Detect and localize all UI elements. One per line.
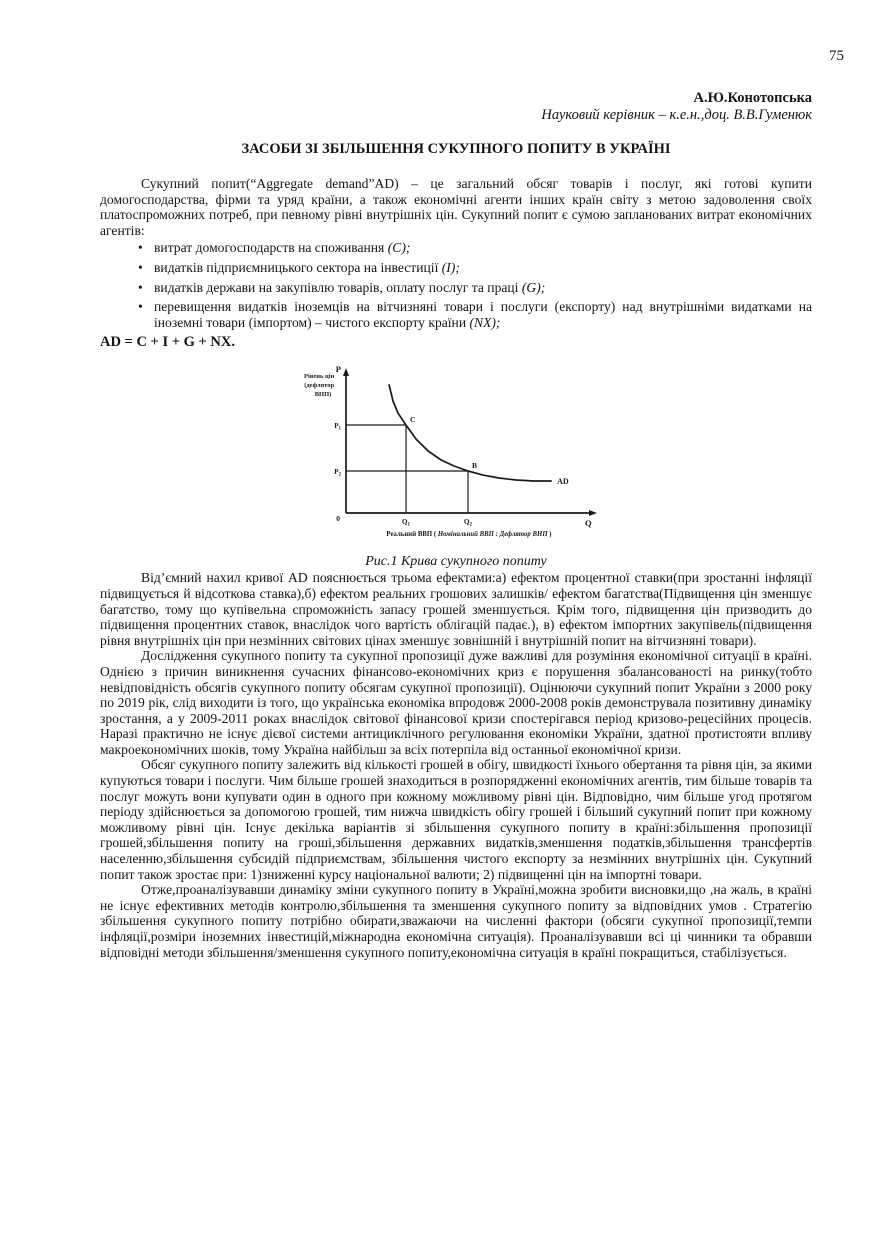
supervisor-line: Науковий керівник – к.е.н.,доц. В.В.Гуменюк	[541, 107, 812, 123]
bullet-icon: •	[138, 259, 143, 275]
figure-ad-curve	[100, 363, 812, 570]
list-item-text: видатків держави на закупівлю товарів, оплату послуг та праці	[154, 279, 522, 295]
list-item	[100, 240, 812, 256]
y-axis-title: Рівень цін (дефлятор ВНП)	[304, 373, 335, 399]
list-item	[100, 260, 812, 276]
point-label: B	[472, 461, 478, 471]
bullet-icon: •	[138, 279, 143, 295]
list-item-text: витрат домогосподарств на споживання	[154, 240, 388, 256]
paragraph-intro: Сукупний попит(“Aggregate demand”AD) – це загальний обсяг товарів і послуг, які готові купити домогосподарства, фірми та уряд країни, а також економічні агенти інших країн світу з метою задоволення своїх платоспроможних потреб, при певному рівні внутрішніх цін. Сукупний попит є сумою запланованих витрат економічних агентів:	[100, 176, 812, 238]
list-item-variable: (I);	[441, 259, 460, 275]
x-axis-arrow-icon	[589, 510, 597, 516]
ad-demand-curve	[389, 385, 551, 481]
list-item-variable: (C);	[387, 240, 411, 256]
point-label: C	[410, 415, 416, 425]
x-tick-label: $Q_1$	[402, 518, 411, 528]
paragraph-volume: Обсяг сукупного попиту залежить від кількості грошей в обігу, швидкості їхнього обертання та рівня цін, за якими купуються товари і послуги. Чим більше грошей знаходиться в розпорядженні економічних агентів, тим більше товарів та послуг можуть вони купувати один в одного при кожному можливому рівні цін. Відповідно, чим більше угод протягом періоду здійснюється за допомогою грошей, тим нижча швидкість обігу грошей і більший сукупний попит при кожному можливому рівні цін. Існує декілька варіантів зі збільшення сукупного попиту в країні:збільшення пропозиції грошей,збільшення попиту на гроші,збільшення державних видатків,зменшення податків,збільшення трансфертів населенню,збільшення субсидій підприємствам, збільшення чистого експорту за незмінних внутрішніх цін. Сукупний попит також зростає при: 1)зниженні курсу національної валюти; 2) підвищенні цін на імпортні товари.	[100, 757, 812, 882]
y-axis-arrow-icon	[343, 368, 349, 376]
ad-curve-chart	[301, 363, 611, 545]
expenditure-list	[100, 240, 812, 330]
paragraph-conclusion: Отже,проаналізувавши динаміку зміни сукупного попиту в Україні,можна зробити висновки,що ,на жаль, в країні не існує ефективних методів контролю,збільшення та зменшення сукупного попиту за відповідних умов . Стратегію збільшення сукупного попиту потрібно обирати,зважаючи на численні фактори (обсяги сукупної пропозиції,темпи інфляції,розміри іноземних інвестицій,міжнародна економічна ситуація). Проаналізувавши всі ці чинники та обравши відповідні методи збільшення/зменшення сукупного попиту,економічна ситуація в країні покращиться, стабілізується.	[100, 882, 812, 960]
paper-title: ЗАСОБИ ЗІ ЗБІЛЬШЕННЯ СУКУПНОГО ПОПИТУ В УКРАЇНІ	[241, 141, 671, 157]
list-item	[100, 280, 812, 296]
paragraph-effects: Від’ємний нахил кривої AD пояснюється трьома ефектами:а) ефектом процентної ставки(при зростанні інфляції підвищується й відсоткова ставка),б) ефектом реальних грошових залишків/ ефектом багатства(Підвищення цін зменшує багатство, тому що купівельна спроможність запасу грошей зменшується. Крім того, підвищення цін призводить до підвищення процентних ставок, внаслідок чого вартість облігацій падає.), в) ефектом імпортних закупівель(підвищення рівня внутрішніх цін при незмінних світових цінах зменшує зовнішній і внутрішній попит на вітчизняні товари).	[100, 570, 812, 648]
x-axis-letter: Q	[585, 518, 592, 529]
page-number: 75	[829, 48, 844, 64]
x-tick-label: $Q_2$	[464, 518, 472, 528]
list-item-variable: (G);	[521, 279, 546, 295]
figure-caption: Рис.1 Крива сукупного попиту	[365, 554, 547, 570]
x-axis-title: Реальний ВВП ( Номінальний ВВП : Дефлятор ВНП )	[386, 531, 552, 539]
bullet-icon: •	[138, 240, 143, 256]
list-item-text: видатків підприємницького сектора на інвестиції	[154, 259, 442, 275]
ad-formula: AD = C + I + G + NX.	[100, 334, 235, 351]
list-item-text: перевищення видатків іноземців на вітчизняні товари і послуги (експорту) над внутрішніми видатками на іноземні товари (імпортом) – чистого експорту країни	[154, 299, 812, 330]
origin-label: 0	[336, 514, 340, 524]
ad-curve-label: AD	[557, 477, 569, 487]
list-item	[100, 299, 812, 330]
author-name: А.Ю.Конотопська	[693, 90, 812, 106]
bullet-icon: •	[138, 299, 143, 315]
y-tick-label: $P_1$	[334, 422, 341, 432]
y-axis-letter: P	[335, 364, 341, 375]
y-tick-label: $P_2$	[334, 468, 341, 478]
paragraph-research: Дослідження сукупного попиту та сукупної пропозиції дуже важливі для розуміння економічної ситуації в країні. Однією з причин виникнення сучасних фінансово-економічних криз є порушення збалансованості на ринку(тобто невідповідність обсягів сукупного попиту обсягам сукупної пропозиції). Оцінюючи сукупний попит України з 2000 року по 2019 рік, слід виходити із того, що українська економіка впродовж 2000-2008 років демонструвала позитивну динаміку зростання, а у 2009-2011 роках внаслідок світової фінансової кризи спостерігався період кризово-рецесійних процесів. Наразі практично не існує дієвої системи антициклічного регулювання економіки України, здатної протистояти впливу макроекономічних шоків, тому Україна найбільш за всіх потерпіла від останньої економічної кризи.	[100, 648, 812, 757]
list-item-variable: (NX);	[469, 314, 501, 330]
